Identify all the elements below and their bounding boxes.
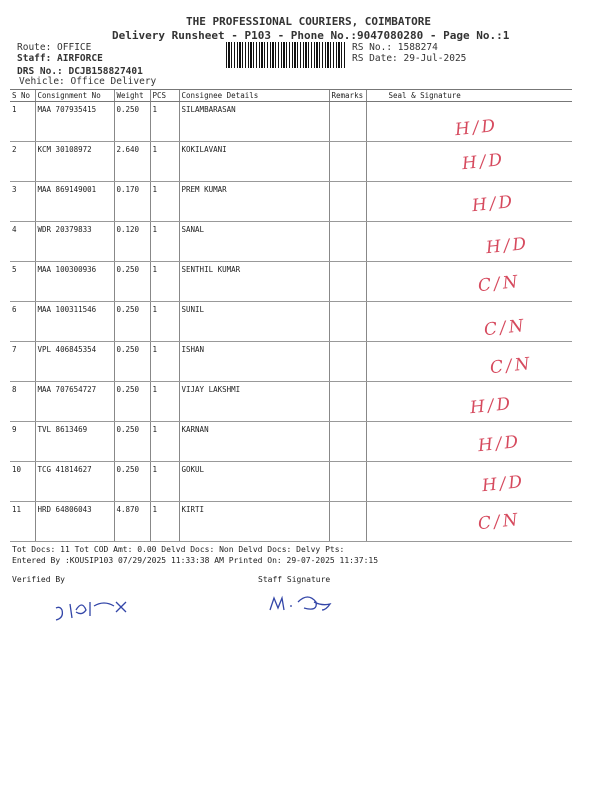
row-sno: 3 <box>10 182 35 222</box>
delivery-status-mark: C/N <box>489 353 534 379</box>
delivery-status-mark: H/D <box>471 191 517 217</box>
row-weight: 0.250 <box>114 302 150 342</box>
vehicle-label: Vehicle: Office Delivery <box>19 76 157 87</box>
row-seal-signature <box>366 342 572 382</box>
staff-label: Staff: AIRFORCE <box>17 53 103 64</box>
row-weight: 0.250 <box>114 102 150 142</box>
row-pcs: 1 <box>150 142 179 182</box>
verified-by-label: Verified By <box>12 575 65 584</box>
delivery-status-mark: H/D <box>481 471 527 497</box>
col-seal-signature: Seal & Signature <box>366 90 572 102</box>
staff-signature-label: Staff Signature <box>258 575 331 584</box>
row-weight: 0.250 <box>114 342 150 382</box>
row-weight: 0.250 <box>114 462 150 502</box>
row-sno: 6 <box>10 302 35 342</box>
row-remarks <box>329 422 366 462</box>
row-seal-signature <box>366 502 572 542</box>
row-consignment: WDR 20379833 <box>35 222 114 262</box>
row-remarks <box>329 262 366 302</box>
delivery-status-mark: H/D <box>485 233 531 259</box>
table-header-row <box>10 90 572 102</box>
rs-date: RS Date: 29-Jul-2025 <box>352 53 467 64</box>
delivery-status-mark: C/N <box>477 271 522 297</box>
row-consignment: MAA 707935415 <box>35 102 114 142</box>
row-pcs: 1 <box>150 262 179 302</box>
row-consignment: MAA 100300936 <box>35 262 114 302</box>
row-remarks <box>329 222 366 262</box>
col-weight: Weight <box>114 90 150 102</box>
row-weight: 0.250 <box>114 262 150 302</box>
col-pcs: PCS <box>150 90 179 102</box>
delivery-status-mark: C/N <box>483 315 528 341</box>
row-weight: 0.120 <box>114 222 150 262</box>
col-consignee: Consignee Details <box>179 90 329 102</box>
row-seal-signature <box>366 462 572 502</box>
row-consignee: KOKILAVANI <box>179 142 329 182</box>
row-remarks <box>329 142 366 182</box>
delivery-status-mark: H/D <box>469 393 515 419</box>
row-pcs: 1 <box>150 302 179 342</box>
row-consignee: SILAMBARASAN <box>179 102 329 142</box>
row-remarks <box>329 302 366 342</box>
row-consignment: HRD 64806043 <box>35 502 114 542</box>
row-seal-signature <box>366 422 572 462</box>
runsheet-title: Delivery Runsheet - P103 - Phone No.:9047080280 - Page No.:1 <box>112 29 510 42</box>
row-consignee: SENTHIL KUMAR <box>179 262 329 302</box>
row-sno: 4 <box>10 222 35 262</box>
drs-number: DRS No.: DCJB158827401 <box>17 66 143 77</box>
row-consignment: TVL 8613469 <box>35 422 114 462</box>
col-sno: S No <box>10 90 35 102</box>
row-pcs: 1 <box>150 342 179 382</box>
row-consignment: KCM 30108972 <box>35 142 114 182</box>
barcode <box>226 42 346 68</box>
row-pcs: 1 <box>150 182 179 222</box>
row-consignment: MAA 869149001 <box>35 182 114 222</box>
row-sno: 9 <box>10 422 35 462</box>
row-consignment: MAA 100311546 <box>35 302 114 342</box>
row-weight: 4.870 <box>114 502 150 542</box>
row-consignee: VIJAY LAKSHMI <box>179 382 329 422</box>
row-sno: 1 <box>10 102 35 142</box>
row-sno: 2 <box>10 142 35 182</box>
staff-signature <box>266 590 346 620</box>
row-consignee: KIRTI <box>179 502 329 542</box>
row-remarks <box>329 182 366 222</box>
row-pcs: 1 <box>150 422 179 462</box>
delivery-status-mark: H/D <box>477 431 523 457</box>
table-row <box>10 342 572 382</box>
route-label: Route: OFFICE <box>17 42 92 53</box>
row-consignee: PREM KUMAR <box>179 182 329 222</box>
row-remarks <box>329 382 366 422</box>
row-pcs: 1 <box>150 382 179 422</box>
company-title: THE PROFESSIONAL COURIERS, COIMBATORE <box>186 15 432 28</box>
row-consignment: TCG 41814627 <box>35 462 114 502</box>
verifier-signature <box>50 594 140 624</box>
row-consignee: SUNIL <box>179 302 329 342</box>
row-remarks <box>329 342 366 382</box>
delivery-status-mark: H/D <box>454 115 500 141</box>
row-remarks <box>329 502 366 542</box>
delivery-status-mark: H/D <box>461 149 507 175</box>
row-pcs: 1 <box>150 102 179 142</box>
entered-line: Entered By :KOUSIP103 07/29/2025 11:33:38 AM Printed On: 29-07-2025 11:37:15 <box>12 556 379 565</box>
row-sno: 8 <box>10 382 35 422</box>
row-consignee: KARNAN <box>179 422 329 462</box>
row-weight: 0.250 <box>114 422 150 462</box>
totals-line: Tot Docs: 11 Tot COD Amt: 0.00 Delvd Docs: Non Delvd Docs: Delvy Pts: <box>12 545 345 554</box>
row-sno: 10 <box>10 462 35 502</box>
row-sno: 5 <box>10 262 35 302</box>
row-weight: 0.170 <box>114 182 150 222</box>
row-pcs: 1 <box>150 502 179 542</box>
rs-number: RS No.: 1588274 <box>352 42 438 53</box>
row-weight: 2.640 <box>114 142 150 182</box>
row-pcs: 1 <box>150 222 179 262</box>
row-weight: 0.250 <box>114 382 150 422</box>
col-consignment: Consignment No <box>35 90 114 102</box>
row-seal-signature <box>366 302 572 342</box>
row-consignee: SANAL <box>179 222 329 262</box>
row-seal-signature <box>366 262 572 302</box>
row-sno: 7 <box>10 342 35 382</box>
delivery-status-mark: C/N <box>477 509 522 535</box>
col-remarks: Remarks <box>329 90 366 102</box>
row-sno: 11 <box>10 502 35 542</box>
row-seal-signature <box>366 222 572 262</box>
row-consignment: MAA 707654727 <box>35 382 114 422</box>
row-remarks <box>329 462 366 502</box>
row-consignee: ISHAN <box>179 342 329 382</box>
row-consignee: GOKUL <box>179 462 329 502</box>
row-consignment: VPL 406845354 <box>35 342 114 382</box>
row-seal-signature <box>366 182 572 222</box>
row-remarks <box>329 102 366 142</box>
row-pcs: 1 <box>150 462 179 502</box>
